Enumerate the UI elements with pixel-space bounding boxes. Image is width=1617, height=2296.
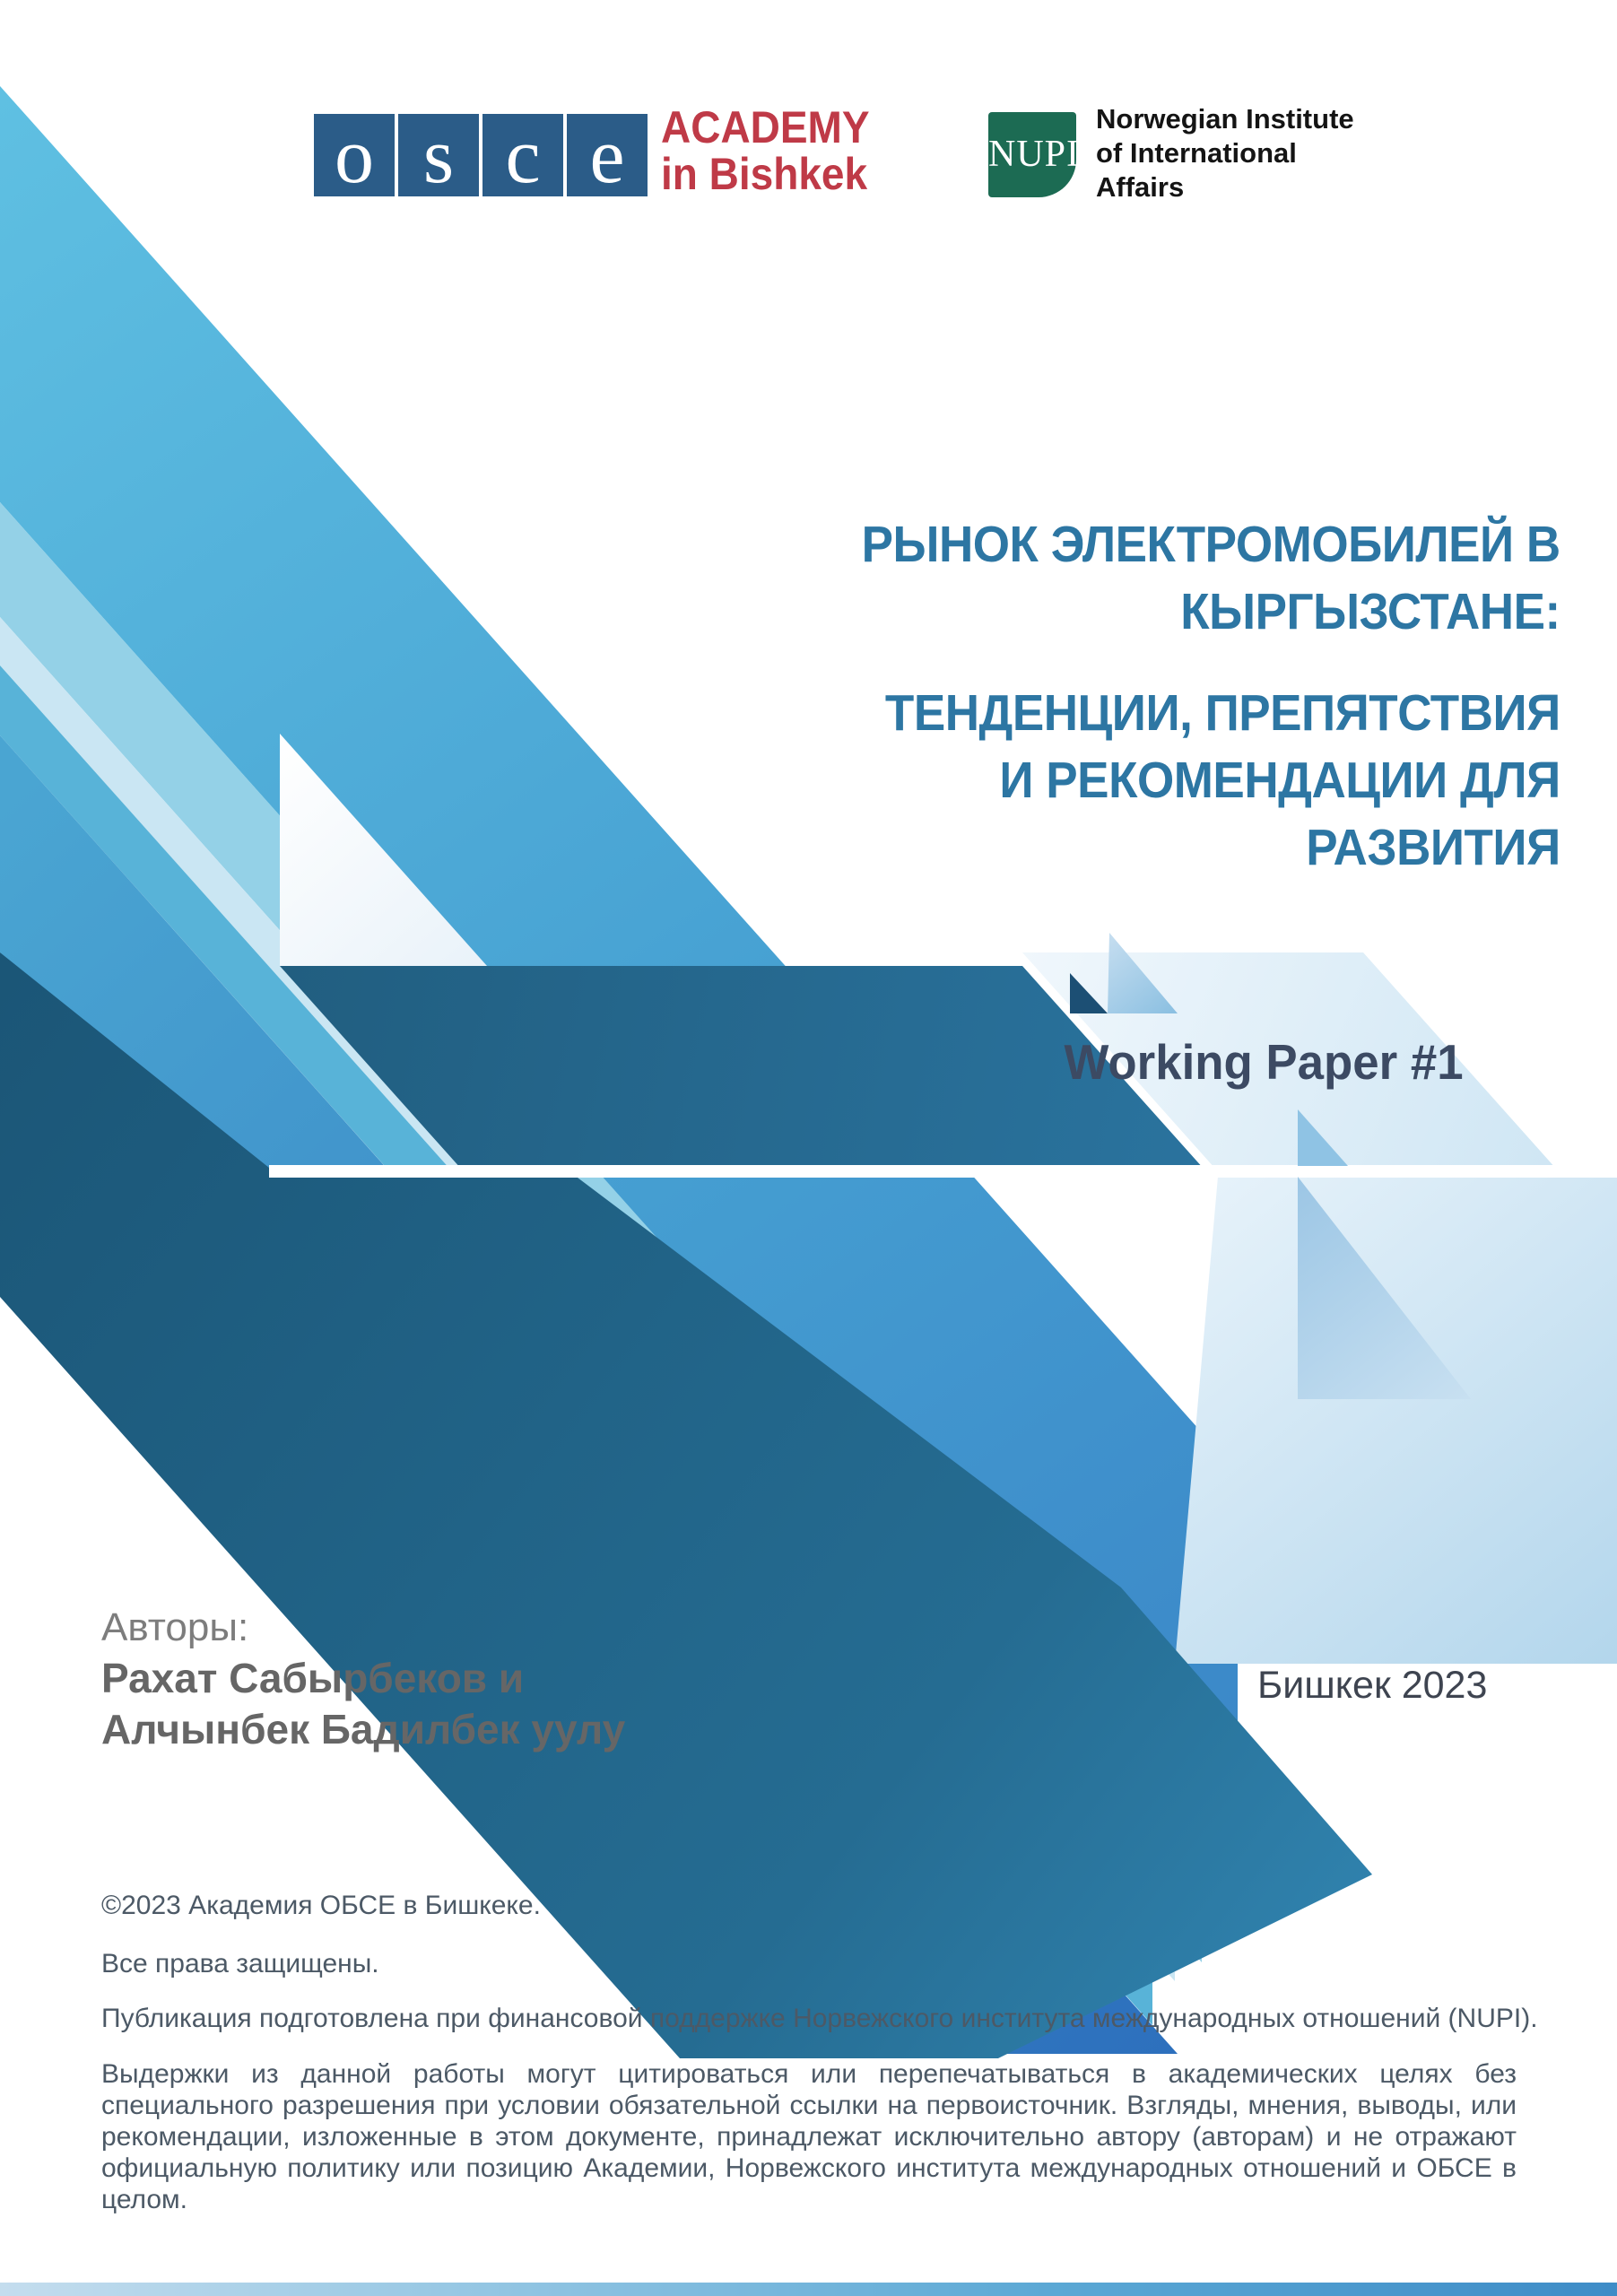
authors-heading: Авторы: [101, 1605, 249, 1649]
osce-letter-square: o [314, 114, 395, 196]
osce-letter-square: s [398, 114, 479, 196]
copyright-line: ©2023 Академия ОБСЕ в Бишкеке. [101, 1891, 541, 1920]
osce-academy-wordmark [661, 104, 870, 197]
osce-in-bishkek-line: in Bishkek [661, 149, 868, 199]
osce-letter-square: e [567, 114, 648, 196]
nupi-name-line: Affairs [1096, 171, 1185, 203]
title-line: ТЕНДЕНЦИИ, ПРЕПЯТСТВИЯ [885, 684, 1560, 742]
disclaimer-paragraph: Выдержки из данной работы могут цитироваться или перепечатываться в академических целях без специального разрешения при условии обязательной ссылки на первоисточник. Взгляды, мнения, выводы, или рекомендации, изложенные в этом документе, принадлежат исключительно автору (авторам) и не отражают официальную политику или позицию Академии, Норвежского института международных отношений и ОБСЕ в целом. [101, 2059, 1517, 2214]
author-name: Рахат Сабырбеков и [101, 1655, 525, 1701]
nupi-institute-name [1096, 102, 1354, 204]
document-title [862, 511, 1560, 882]
nupi-logo-square: NUPI [988, 112, 1076, 197]
title-line: РЫНОК ЭЛЕКТРОМОБИЛЕЙ В [861, 516, 1560, 573]
working-paper-label: Working Paper #1 [1064, 1034, 1464, 1090]
author-name: Алчынбек Бадилбек уулу [101, 1706, 626, 1752]
city-year: Бишкек 2023 [1257, 1664, 1488, 1707]
nupi-name-line: of International [1096, 137, 1297, 169]
support-line: Публикация подготовлена при финансовой поддержке Норвежского института международных отношений (NUPI). [101, 2004, 1538, 2033]
authors-block [101, 1603, 625, 1755]
title-line: РАЗВИТИЯ [1306, 819, 1560, 876]
bottom-gradient-bar [0, 2283, 1617, 2296]
title-line: И РЕКОМЕНДАЦИИ ДЛЯ [999, 752, 1560, 809]
rights-line: Все права защищены. [101, 1949, 379, 1979]
nupi-name-line: Norwegian Institute [1096, 103, 1354, 135]
title-line: КЫРГЫЗСТАНЕ: [1180, 583, 1560, 640]
osce-academy-line: ACADEMY [661, 102, 870, 152]
osce-logo [314, 113, 648, 200]
osce-letter-square: c [482, 114, 563, 196]
